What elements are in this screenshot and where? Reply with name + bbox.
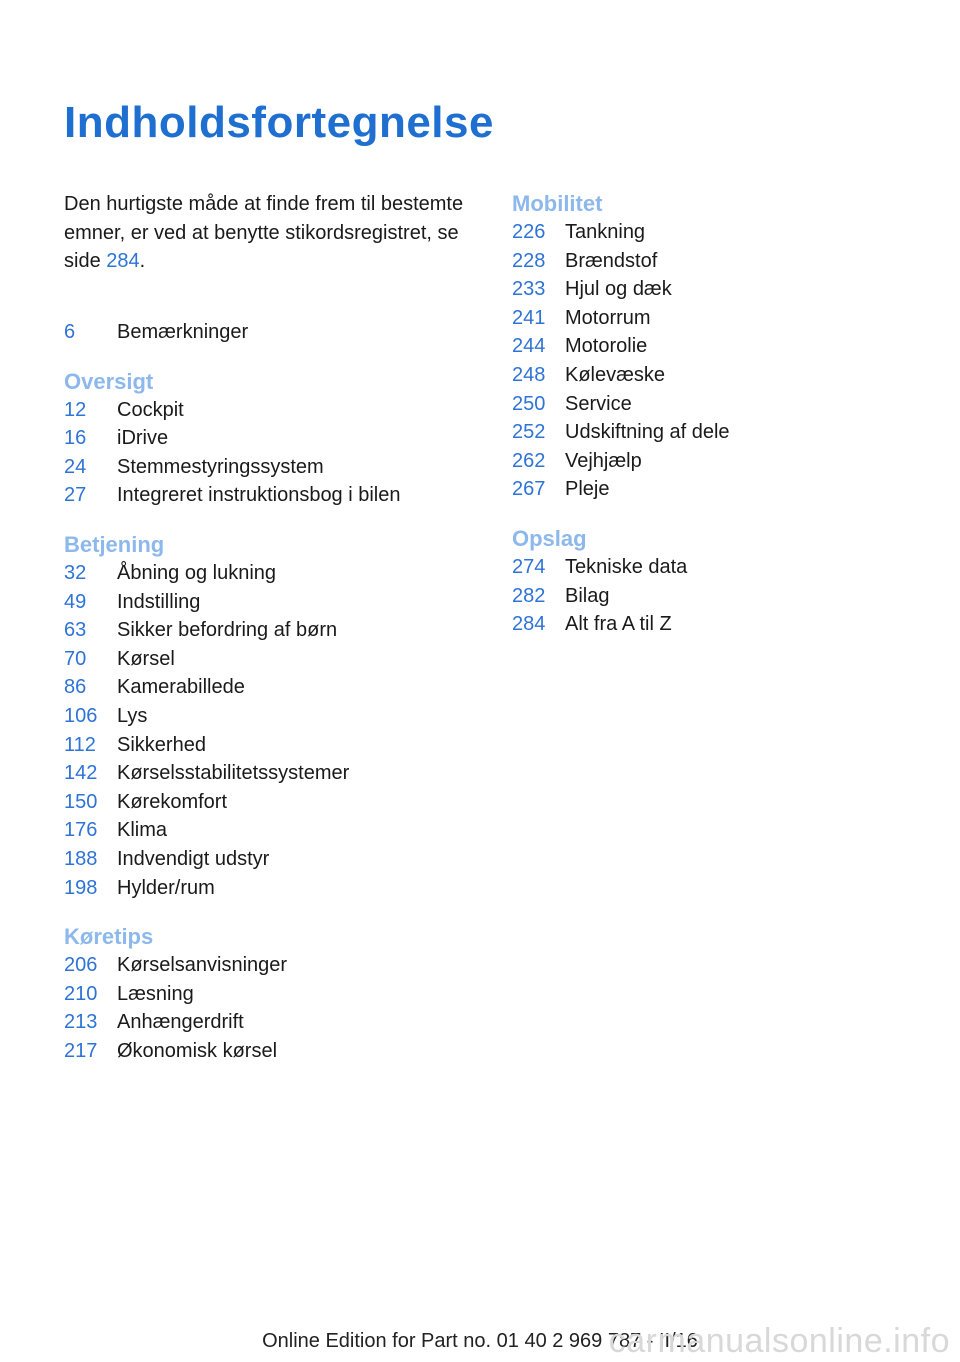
toc-page-number[interactable]: 248: [512, 363, 546, 386]
toc-section: [64, 367, 484, 510]
toc-entry[interactable]: [64, 731, 484, 760]
toc-page-number[interactable]: 228: [512, 249, 546, 272]
toc-entry[interactable]: [64, 816, 484, 845]
toc-page-number[interactable]: 267: [512, 478, 546, 501]
toc-entry[interactable]: [64, 759, 484, 788]
toc-entry[interactable]: [512, 553, 932, 582]
intro-paragraph: [64, 190, 474, 276]
toc-entry-label: Klima: [117, 819, 168, 842]
toc-entry[interactable]: [512, 447, 932, 476]
toc-entry-label: Læsning: [117, 982, 194, 1005]
toc-section-title: Køretips: [64, 924, 154, 950]
toc-entry[interactable]: [512, 610, 932, 639]
toc-entry-label: Service: [565, 392, 632, 415]
footer-edition: Online Edition for Part no. 01 40 2 969 787 - II/16: [262, 1330, 698, 1352]
toc-entry-label: Tankning: [565, 221, 646, 243]
toc-entry-label: Kørselsanvisninger: [117, 954, 288, 977]
toc-section: [512, 524, 932, 639]
intro-text: Den hurtigste måde at finde frem til bestemte emner, er ved at benytte stikordsregistret, se side: [64, 193, 464, 273]
toc-entry-label: Alt fra A til Z: [565, 613, 672, 636]
toc-entry[interactable]: [64, 874, 484, 903]
toc-entry-label: Indstilling: [117, 590, 201, 613]
toc-entry[interactable]: [64, 980, 484, 1009]
toc-page-number[interactable]: 176: [64, 819, 98, 842]
toc-section: [512, 189, 932, 504]
toc-page-number[interactable]: 252: [512, 421, 546, 444]
toc-page-number[interactable]: 282: [512, 584, 546, 607]
toc-entry[interactable]: [512, 218, 932, 247]
toc-entry[interactable]: [512, 304, 932, 333]
toc-entry-label: Kamerabillede: [117, 676, 245, 699]
toc-entry-label: Lys: [117, 704, 148, 727]
toc-section-title: Betjening: [64, 531, 165, 557]
toc-entry-label: Stemmestyringssystem: [117, 455, 324, 478]
toc-page-number[interactable]: 6: [64, 321, 76, 343]
toc-page-number[interactable]: 217: [64, 1039, 98, 1062]
toc-section: [64, 922, 484, 1065]
toc-page-number[interactable]: 284: [512, 613, 546, 636]
toc-entry-label: Cockpit: [117, 398, 184, 421]
toc-section: [64, 530, 484, 902]
toc-entry[interactable]: [64, 1008, 484, 1037]
toc-page-number[interactable]: 244: [512, 335, 546, 358]
toc-page-number[interactable]: 250: [512, 392, 546, 415]
toc-entry[interactable]: [512, 418, 932, 447]
toc-entry-label: Brændstof: [565, 249, 658, 272]
toc-page-number[interactable]: 233: [512, 278, 546, 301]
toc-page-number[interactable]: 27: [64, 484, 87, 507]
toc-right-sections: [512, 189, 932, 639]
toc-left-column: [64, 318, 484, 1085]
toc-entry[interactable]: [64, 788, 484, 817]
toc-entry-label: Kørsel: [117, 647, 175, 670]
toc-page-number[interactable]: 16: [64, 427, 87, 450]
toc-page-number[interactable]: 86: [64, 676, 87, 699]
toc-entry[interactable]: [512, 475, 932, 504]
toc-page-number[interactable]: 63: [64, 619, 87, 642]
toc-entry-label: Kørselsstabilitetssystemer: [117, 762, 350, 785]
toc-page-number[interactable]: 226: [512, 221, 546, 243]
toc-entry[interactable]: [64, 1037, 484, 1066]
toc-entry[interactable]: [512, 332, 932, 361]
toc-page-number[interactable]: 32: [64, 561, 87, 584]
toc-page-number[interactable]: 213: [64, 1011, 98, 1034]
toc-entry[interactable]: [64, 845, 484, 874]
toc-page-number[interactable]: 262: [512, 449, 546, 472]
toc-entry[interactable]: [64, 645, 484, 674]
toc-page-number[interactable]: 210: [64, 982, 98, 1005]
toc-page-number[interactable]: 70: [64, 647, 87, 670]
toc-entry-label: iDrive: [117, 427, 169, 450]
page-title: Indholdsfortegnelse: [64, 98, 494, 147]
toc-entry-label: Hylder/rum: [117, 876, 215, 899]
toc-entry[interactable]: [64, 424, 484, 453]
toc-entry-label: Økonomisk kørsel: [117, 1039, 278, 1062]
toc-entry[interactable]: [64, 588, 484, 617]
toc-entry[interactable]: [64, 951, 484, 980]
toc-section-title: Opslag: [512, 525, 587, 551]
toc-page-number[interactable]: 142: [64, 762, 98, 785]
toc-page-number[interactable]: 24: [64, 455, 87, 478]
toc-entry-label: Integreret instruktionsbog i bilen: [117, 484, 401, 507]
toc-page-number[interactable]: 106: [64, 704, 98, 727]
toc-entry-label: Sikker befordring af børn: [117, 619, 338, 642]
toc-intro-group: [64, 318, 484, 347]
toc-section-title: Mobilitet: [512, 191, 603, 216]
toc-entry-label: Bilag: [565, 584, 610, 607]
toc-right-column: [512, 189, 932, 659]
toc-entry-label: Hjul og dæk: [565, 278, 672, 301]
toc-entry[interactable]: [64, 559, 484, 588]
toc-entry[interactable]: [512, 390, 932, 419]
toc-section-title: Oversigt: [64, 368, 154, 394]
toc-left-sections: [64, 367, 484, 1066]
toc-page-number[interactable]: 274: [512, 555, 546, 578]
toc-entry[interactable]: [512, 582, 932, 611]
toc-entry[interactable]: [64, 453, 484, 482]
toc-entry-label: Pleje: [565, 478, 610, 501]
toc-entry-label: Udskiftning af dele: [565, 421, 730, 444]
toc-page-number[interactable]: 112: [64, 733, 96, 756]
toc-page-number[interactable]: 198: [64, 876, 98, 899]
intro-page-link[interactable]: 284: [106, 250, 140, 273]
toc-entry[interactable]: [64, 481, 484, 510]
toc-entry[interactable]: [64, 702, 484, 731]
toc-page-number[interactable]: 206: [64, 954, 98, 977]
toc-entry-label: Tekniske data: [565, 555, 688, 578]
toc-entry-label: Sikkerhed: [117, 733, 206, 756]
toc-entry[interactable]: [64, 616, 484, 645]
toc-entry-label: Indvendigt udstyr: [117, 847, 270, 870]
toc-page-number[interactable]: 49: [64, 590, 87, 613]
intro-text-end: .: [139, 250, 146, 273]
toc-entry[interactable]: [64, 396, 484, 425]
toc-entry[interactable]: [512, 361, 932, 390]
toc-entry-label: Motorrum: [565, 306, 651, 329]
toc-entry-label: Åbning og lukning: [117, 561, 277, 584]
watermark: carmanualsonline.info: [608, 1322, 950, 1360]
toc-page-number[interactable]: 150: [64, 790, 98, 813]
toc-entry-label: Bemærkninger: [117, 321, 249, 343]
toc-page-number[interactable]: 241: [512, 306, 546, 329]
toc-entry[interactable]: [512, 275, 932, 304]
toc-entry-label: Kølevæske: [565, 363, 666, 386]
toc-entry[interactable]: [64, 673, 484, 702]
toc-page-number[interactable]: 12: [64, 398, 87, 421]
toc-entry-label: Vejhjælp: [565, 449, 642, 472]
toc-entry-label: Anhængerdrift: [117, 1011, 244, 1034]
toc-entry-label: Motorolie: [565, 335, 648, 358]
toc-entry[interactable]: [64, 318, 484, 347]
toc-page-number[interactable]: 188: [64, 847, 98, 870]
toc-entry-label: Kørekomfort: [117, 790, 228, 813]
toc-entry[interactable]: [512, 247, 932, 276]
